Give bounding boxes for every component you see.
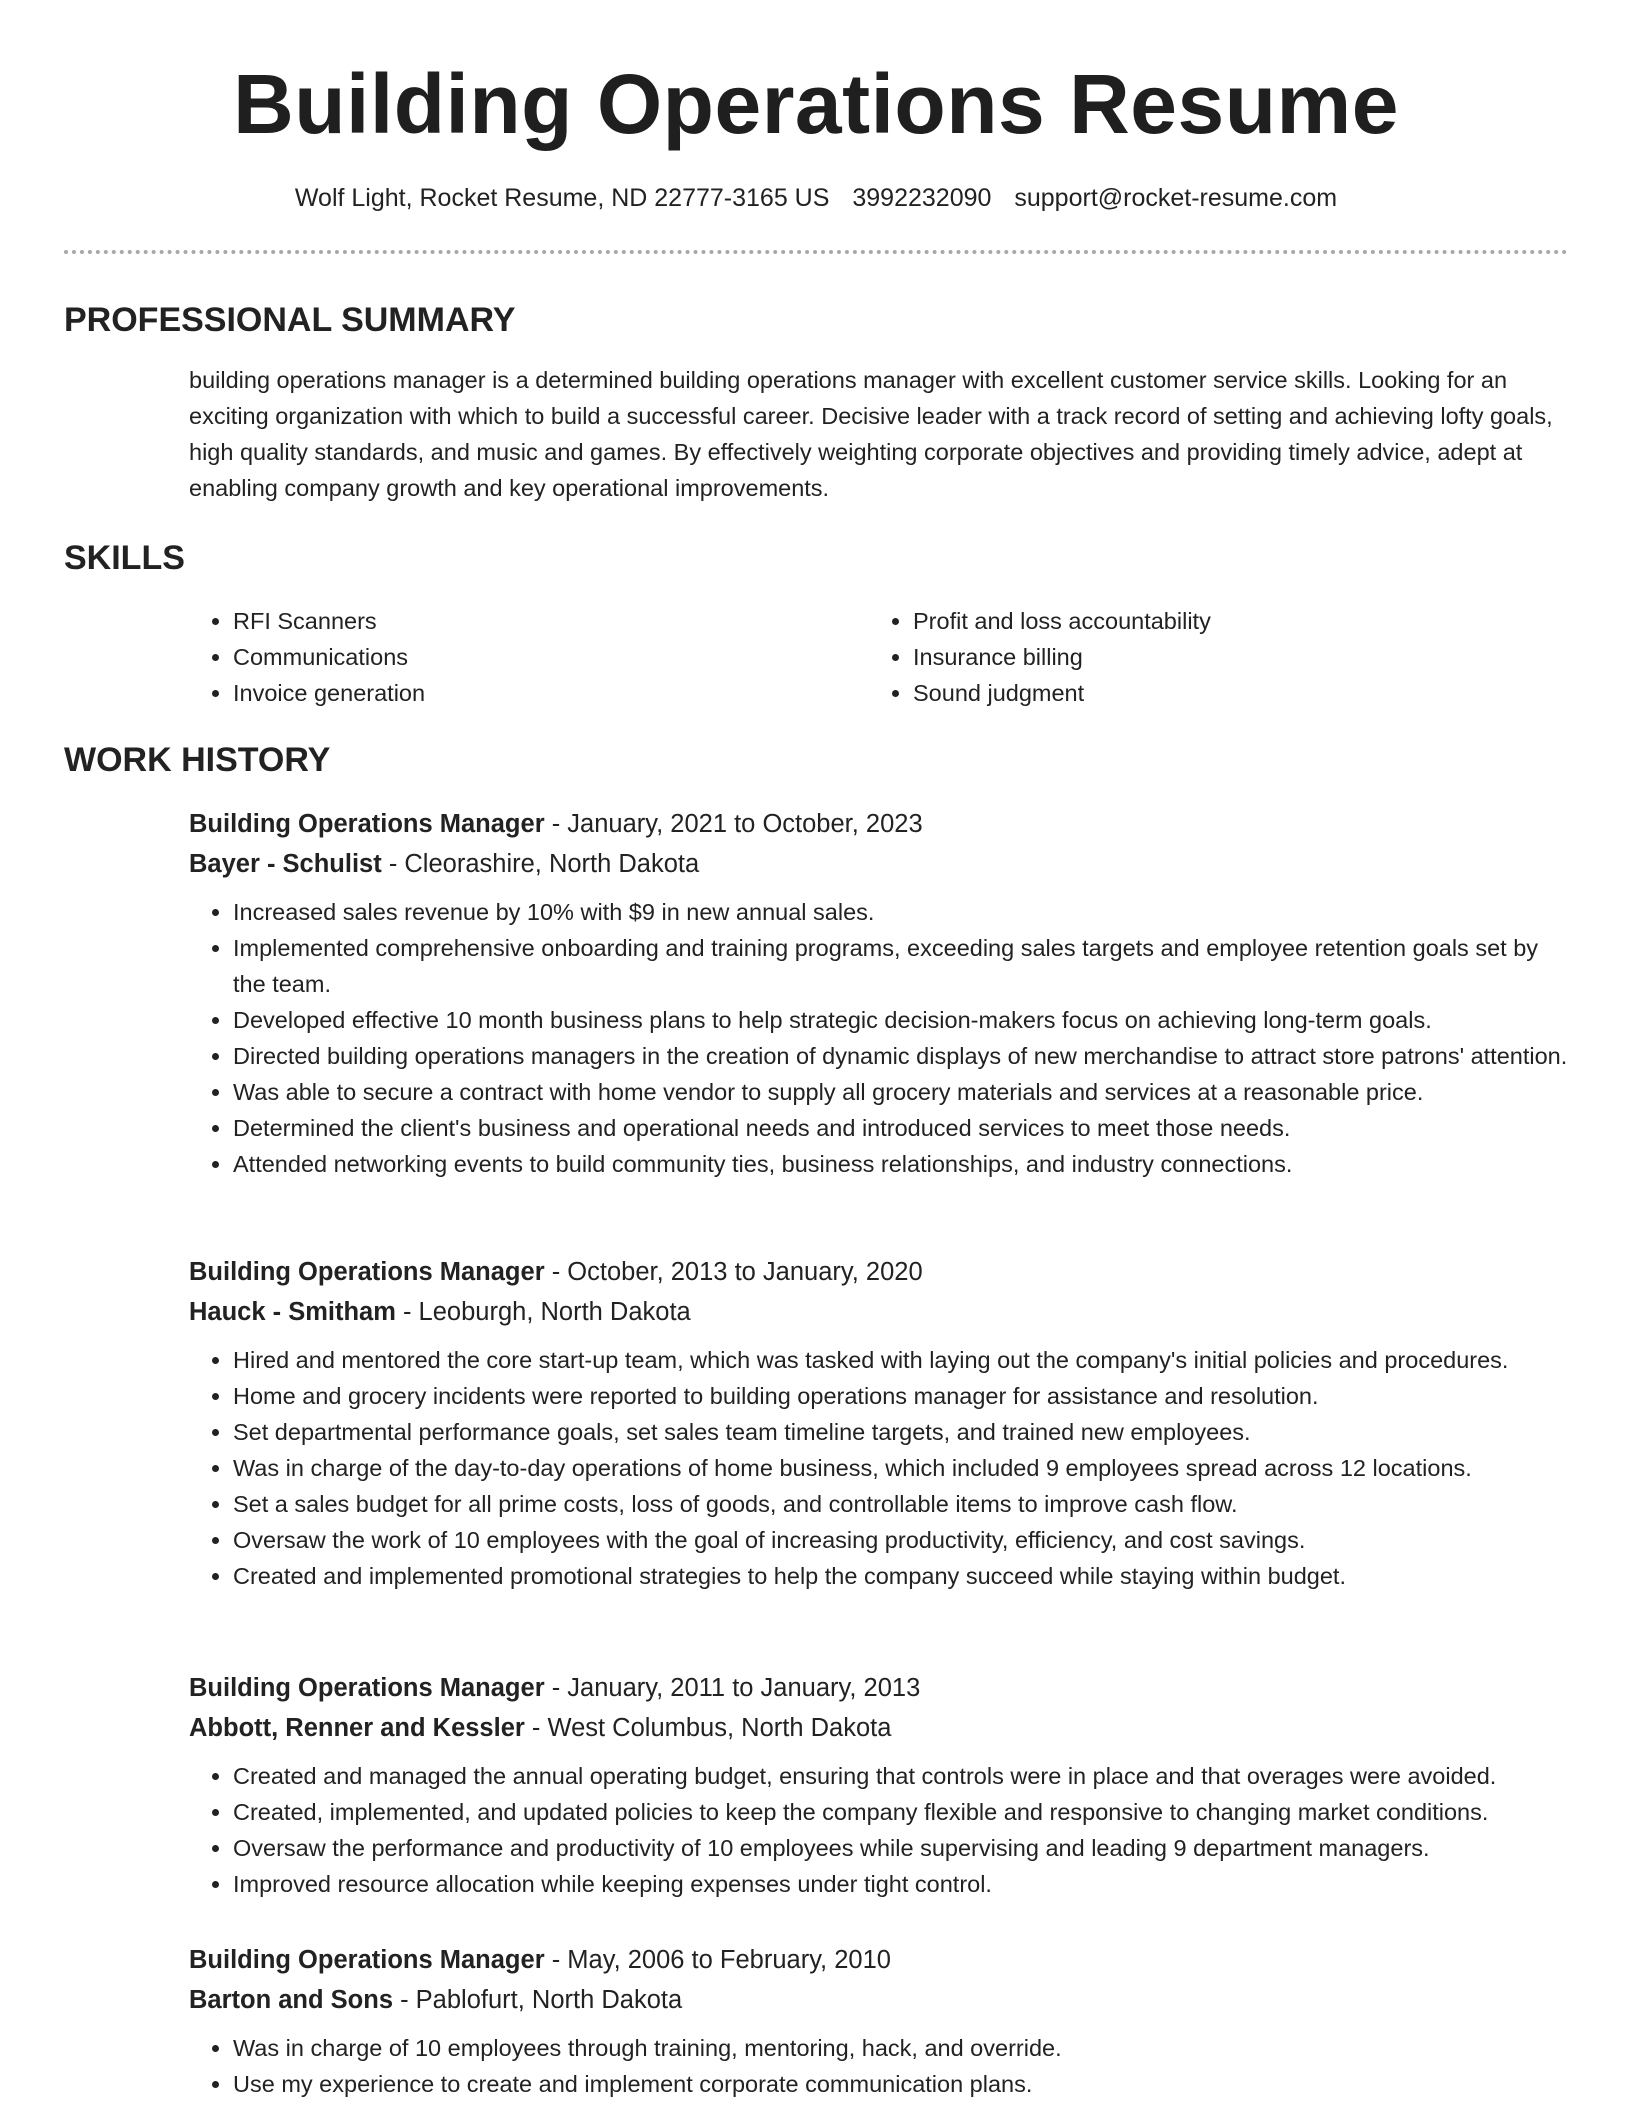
skill-item: • Insurance billing	[913, 639, 1211, 675]
job-dates: - October, 2013 to January, 2020	[544, 1258, 923, 1286]
job-company-line	[189, 1708, 1589, 1748]
job-dates: - May, 2006 to February, 2010	[544, 1946, 891, 1974]
job-bullet: • Created, implemented, and updated policies to keep the company flexible and responsive to changing market conditions.	[233, 1794, 1573, 1830]
skills-list-right	[869, 603, 1211, 711]
job-bullet: • Was able to secure a contract with home vendor to supply all grocery materials and services at a reasonable price.	[233, 1074, 1573, 1110]
work-history-heading: WORK HISTORY	[64, 741, 331, 779]
skill-item: • Invoice generation	[233, 675, 425, 711]
job-bullet: • Hired and mentored the core start-up team, which was tasked with laying out the company's initial policies and procedures.	[233, 1342, 1573, 1378]
job-dates: - January, 2011 to January, 2013	[544, 1674, 921, 1702]
contact-line	[0, 180, 1632, 216]
job-title: Building Operations Manager	[189, 1258, 545, 1286]
job-title: Building Operations Manager	[189, 1946, 545, 1974]
job-company: Bayer - Schulist	[189, 850, 382, 878]
job-entry	[189, 1252, 1589, 1594]
job-company: Abbott, Renner and Kessler	[189, 1714, 525, 1742]
skills-list-left	[189, 603, 425, 711]
skill-item: • Communications	[233, 639, 425, 675]
resume-title: Building Operations Resume	[233, 57, 1399, 151]
job-location: - Pablofurt, North Dakota	[393, 1986, 683, 2014]
job-bullet: • Directed building operations managers in the creation of dynamic displays of new merchandise to attract store patrons' attention.	[233, 1038, 1573, 1074]
job-bullet: • Oversaw the work of 10 employees with the goal of increasing productivity, efficiency, and cost savings.	[233, 1522, 1573, 1558]
job-bullet: • Determined the client's business and operational needs and introduced services to meet those needs.	[233, 1110, 1573, 1146]
summary-text: building operations manager is a determined building operations manager with excellent customer service skills. Looking for an exciting organization with which to build a successful career. Decisive leader with a track record of setting and achieving lofty goals, high quality standards, and music and games. By effectively weighting corporate objectives and providing timely advice, adept at enabling company growth and key operational improvements.	[189, 367, 1553, 501]
skill-item: • Profit and loss accountability	[913, 603, 1211, 639]
job-bullet: • Oversaw the performance and productivity of 10 employees while supervising and leading 9 department managers.	[233, 1830, 1573, 1866]
job-bullet: • Attended networking events to build community ties, business relationships, and industry connections.	[233, 1146, 1573, 1182]
job-bullets	[189, 894, 1573, 1182]
job-company-line	[189, 1292, 1589, 1332]
job-bullet: • Created and managed the annual operating budget, ensuring that controls were in place and that overages were avoided.	[233, 1758, 1573, 1794]
job-bullet: • Use my experience to create and implement corporate communication plans.	[233, 2066, 1573, 2102]
contact-email: support@rocket-resume.com	[1014, 184, 1338, 212]
job-bullet: • Created and implemented promotional strategies to help the company succeed while staying within budget.	[233, 1558, 1573, 1594]
job-bullets	[189, 1758, 1573, 1902]
job-dates: - January, 2021 to October, 2023	[544, 810, 923, 838]
job-title: Building Operations Manager	[189, 810, 545, 838]
job-entry	[189, 804, 1589, 1182]
job-bullet: • Developed effective 10 month business plans to help strategic decision-makers focus on achieving long-term goals.	[233, 1002, 1573, 1038]
header-divider	[64, 250, 1568, 254]
job-title-line	[189, 1252, 1589, 1292]
job-bullet: • Was in charge of 10 employees through training, mentoring, hack, and override.	[233, 2030, 1573, 2066]
job-entry	[189, 1668, 1589, 1902]
job-bullet: • Home and grocery incidents were reported to building operations manager for assistance and resolution.	[233, 1378, 1573, 1414]
job-title-line	[189, 804, 1589, 844]
job-company-line	[189, 1980, 1589, 2020]
job-bullet: • Implemented comprehensive onboarding and training programs, exceeding sales targets and employee retention goals set by the team.	[233, 930, 1573, 1002]
job-bullets	[189, 2030, 1573, 2102]
job-bullets	[189, 1342, 1573, 1594]
job-bullet: • Set departmental performance goals, set sales team timeline targets, and trained new employees.	[233, 1414, 1573, 1450]
job-location: - Cleorashire, North Dakota	[381, 850, 700, 878]
job-company: Barton and Sons	[189, 1986, 394, 2014]
job-title-line	[189, 1940, 1589, 1980]
job-bullet: • Improved resource allocation while keeping expenses under tight control.	[233, 1866, 1573, 1902]
job-bullet: • Increased sales revenue by 10% with $9 in new annual sales.	[233, 894, 1573, 930]
job-entry	[189, 1940, 1589, 2102]
job-bullet: • Was in charge of the day-to-day operations of home business, which included 9 employees spread across 12 locations.	[233, 1450, 1573, 1486]
job-location: - West Columbus, North Dakota	[524, 1714, 892, 1742]
contact-phone: 3992232090	[852, 184, 992, 212]
skill-item: • RFI Scanners	[233, 603, 425, 639]
skill-item: • Sound judgment	[913, 675, 1211, 711]
summary-heading: PROFESSIONAL SUMMARY	[64, 301, 516, 339]
job-company: Hauck - Smitham	[189, 1298, 396, 1326]
contact-address: Wolf Light, Rocket Resume, ND 22777-3165 US	[294, 184, 830, 212]
job-title-line	[189, 1668, 1589, 1708]
job-title: Building Operations Manager	[189, 1674, 545, 1702]
job-location: - Leoburgh, North Dakota	[395, 1298, 691, 1326]
skills-heading: SKILLS	[64, 539, 185, 577]
job-company-line	[189, 844, 1589, 884]
job-bullet: • Set a sales budget for all prime costs, loss of goods, and controllable items to improve cash flow.	[233, 1486, 1573, 1522]
